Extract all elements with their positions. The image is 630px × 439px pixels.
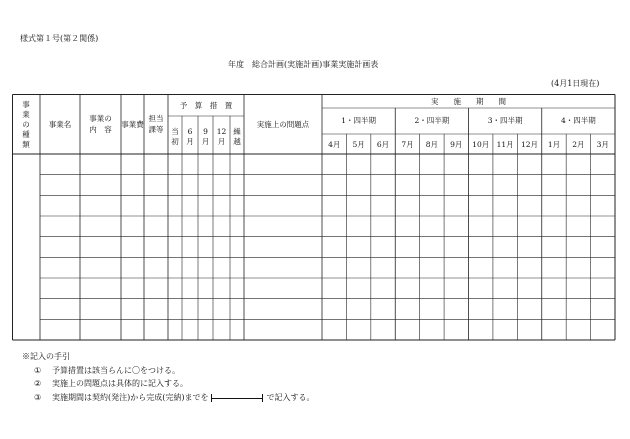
month-header: 6月 xyxy=(376,140,390,149)
budget-col-header: 月 xyxy=(201,137,210,146)
department-header: 担当 xyxy=(148,114,164,123)
plan-table-grid xyxy=(12,94,618,344)
as-of-date-note: (4月1日現在) xyxy=(551,79,600,88)
business-type-header: 類 xyxy=(22,140,30,149)
note-item-1 xyxy=(34,364,314,378)
quarter-header: 3・四半期 xyxy=(487,116,523,125)
document-title: 年度 総合計画(実施計画)事業実施計画表 xyxy=(228,60,379,69)
budget-col-header: 当 xyxy=(171,127,179,136)
month-header: 9月 xyxy=(450,140,463,149)
business-cost-header: 事業費 xyxy=(121,120,144,129)
note-item-2 xyxy=(34,377,314,391)
note-number: ③ xyxy=(34,392,42,402)
month-header: 5月 xyxy=(352,140,365,149)
note-text: 予算措置は該当らんに〇をつける。 xyxy=(52,365,180,375)
month-header: 3月 xyxy=(596,140,609,149)
budget-col-header: 初 xyxy=(171,137,179,146)
month-header: 8月 xyxy=(425,140,439,149)
form-number-label: 様式第１号(第２関係) xyxy=(20,34,99,43)
period-group-header: 実 施 期 間 xyxy=(431,97,506,106)
budget-group-header: 予 算 措 置 xyxy=(179,101,233,110)
business-content-header: 内 容 xyxy=(89,125,112,134)
business-name-header: 事業名 xyxy=(48,120,72,129)
period-bar-icon xyxy=(211,394,263,402)
month-header: 10月 xyxy=(472,140,490,149)
month-header: 1月 xyxy=(547,140,561,149)
notes-heading: ※記入の手引 xyxy=(22,352,70,361)
budget-col-header: 9 xyxy=(203,127,208,136)
note-item-3 xyxy=(34,391,314,405)
month-header: 2月 xyxy=(572,140,585,149)
month-header: 12月 xyxy=(521,140,539,149)
budget-col-header: 12 xyxy=(216,127,227,136)
budget-col-header: 越 xyxy=(233,137,241,146)
month-header: 11月 xyxy=(496,140,514,149)
business-type-header: 事 xyxy=(22,100,30,109)
quarter-header: 2・四半期 xyxy=(414,116,450,125)
department-header: 課等 xyxy=(148,125,164,134)
month-header: 4月 xyxy=(328,140,341,149)
budget-col-header: 月 xyxy=(186,137,194,146)
plan-table xyxy=(12,94,618,348)
business-type-header: 業 xyxy=(22,110,30,119)
note-number: ② xyxy=(34,379,42,388)
business-type-header: 種 xyxy=(22,130,30,139)
budget-col-header: 繰 xyxy=(233,127,241,136)
issues-header: 実施上の問題点 xyxy=(256,120,310,129)
note-text-after: で記入する。 xyxy=(266,392,315,402)
note-number: ① xyxy=(34,365,42,375)
business-type-header: の xyxy=(22,120,30,129)
quarter-header: 1・四半期 xyxy=(341,116,377,125)
month-header: 7月 xyxy=(401,140,414,149)
notes-section xyxy=(22,350,314,404)
budget-col-header: 月 xyxy=(217,137,226,146)
quarter-header: 4・四半期 xyxy=(560,116,596,125)
note-text: 実施上の問題点は具体的に記入する。 xyxy=(52,379,188,388)
note-text-before: 実施期間は契約(発注)から完成(完納)までを xyxy=(52,392,209,402)
budget-col-header: 6 xyxy=(187,127,193,136)
business-content-header: 事業の xyxy=(89,114,112,123)
